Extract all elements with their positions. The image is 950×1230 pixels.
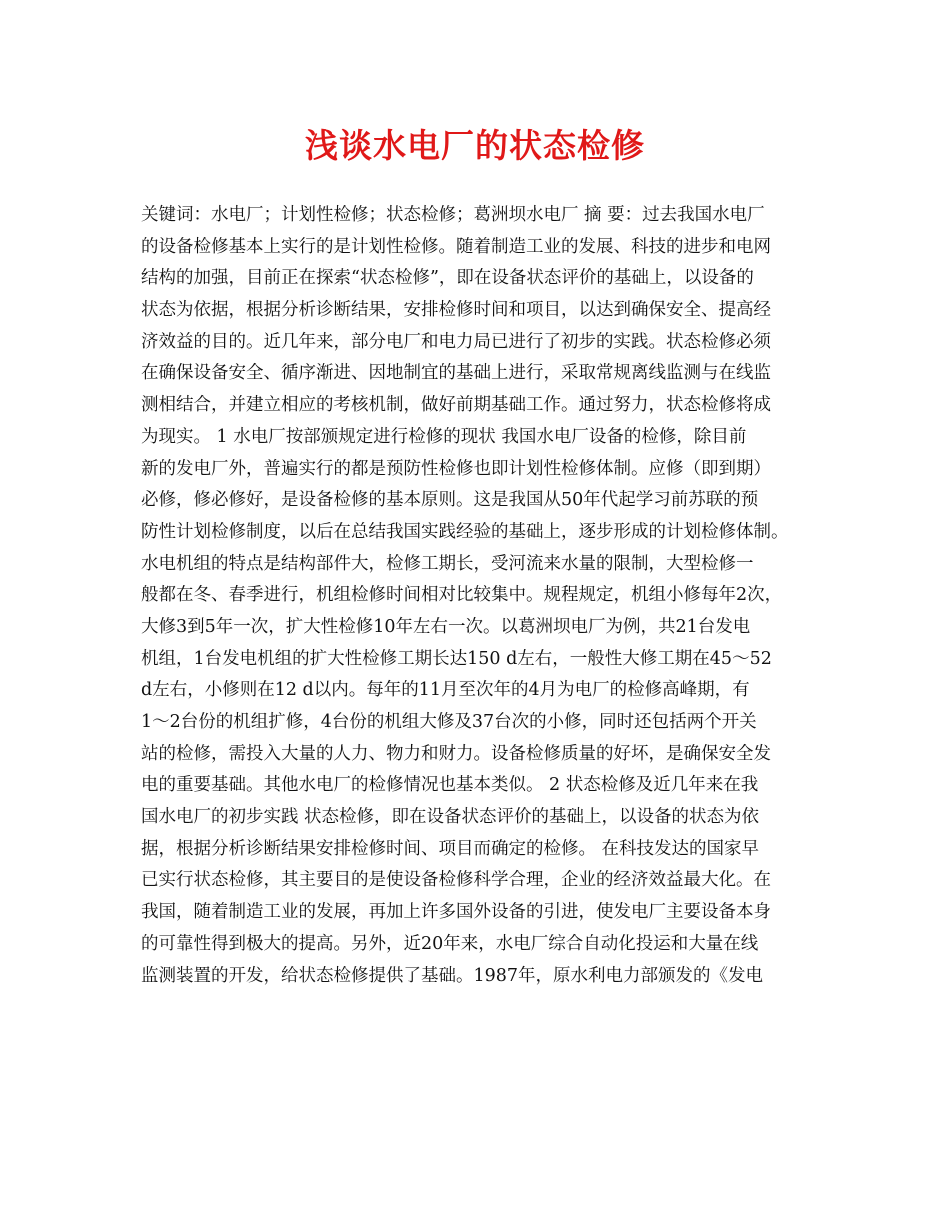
- text-line: 般都在冬、春季进行，机组检修时间相对比较集中。规程规定，机组小修每年2次，: [141, 585, 783, 606]
- text-line: 机组，1台发电机组的扩大性检修工期长达150 d左右，一般性大修工期在45～52: [141, 648, 772, 669]
- text-line: 关键词：水电厂；计划性检修；状态检修；葛洲坝水电厂 摘 要：过去我国水电厂: [141, 205, 765, 225]
- text-line: 结构的加强，目前正在探索“状态检修”，即在设备状态评价的基础上，以设备的: [141, 268, 754, 289]
- document-body: [141, 200, 821, 992]
- text-line: 为现实。 1 水电厂按部颁规定进行检修的现状 我国水电厂设备的检修，除目前: [141, 426, 747, 447]
- text-line: 已实行状态检修，其主要目的是使设备检修科学合理，企业的经济效益最大化。在: [141, 870, 771, 891]
- text-line: 据，根据分析诊断结果安排检修时间、项目而确定的检修。 在科技发达的国家早: [141, 838, 760, 859]
- text-line: 防性计划检修制度，以后在总结我国实践经验的基础上，逐步形成的计划检修体制。: [141, 521, 789, 542]
- text-line: 水电机组的特点是结构部件大，检修工期长，受河流来水量的限制，大型检修一: [141, 553, 754, 574]
- text-line: 济效益的目的。近几年来，部分电厂和电力局已进行了初步的实践。状态检修必须: [141, 331, 771, 352]
- text-line: 我国，随着制造工业的发展，再加上许多国外设备的引进，使发电厂主要设备本身: [141, 902, 771, 923]
- text-line: d左右，小修则在12 d以内。每年的11月至次年的4月为电厂的检修高峰期，有: [141, 680, 750, 701]
- text-line: 1～2台份的机组扩修，4台份的机组大修及37台次的小修，同时还包括两个开关: [141, 712, 757, 732]
- text-line: 的设备检修基本上实行的是计划性检修。随着制造工业的发展、科技的进步和电网: [141, 236, 771, 257]
- text-line: 状态为依据，根据分析诊断结果，安排检修时间和项目，以达到确保安全、提高经: [141, 300, 771, 321]
- document-title: 浅谈水电厂的状态检修: [305, 126, 645, 165]
- text-line: 测相结合，并建立相应的考核机制，做好前期基础工作。通过努力，状态检修将成: [141, 395, 771, 416]
- text-line: 的可靠性得到极大的提高。另外，近20年来，水电厂综合自动化投运和大量在线: [141, 933, 759, 954]
- text-line: 大修3到5年一次，扩大性检修10年左右一次。以葛洲坝电厂为例，共21台发电: [141, 616, 751, 637]
- text-line: 新的发电厂外，普遍实行的都是预防性检修也即计划性检修体制。应修（即到期）: [141, 458, 771, 479]
- text-line: 站的检修，需投入大量的人力、物力和财力。设备检修质量的好坏，是确保安全发: [141, 743, 771, 764]
- text-line: 在确保设备安全、循序渐进、因地制宜的基础上进行，采取常规离线监测与在线监: [141, 363, 771, 384]
- text-line: 监测装置的开发，给状态检修提供了基础。1987年，原水利电力部颁发的《发电: [141, 965, 764, 986]
- text-line: 必修，修必修好，是设备检修的基本原则。这是我国从50年代起学习前苏联的预: [141, 490, 759, 511]
- text-line: 电的重要基础。其他水电厂的检修情况也基本类似。 2 状态检修及近几年来在我: [141, 775, 759, 796]
- text-line: 国水电厂的初步实践 状态检修，即在设备状态评价的基础上，以设备的状态为依: [141, 807, 760, 828]
